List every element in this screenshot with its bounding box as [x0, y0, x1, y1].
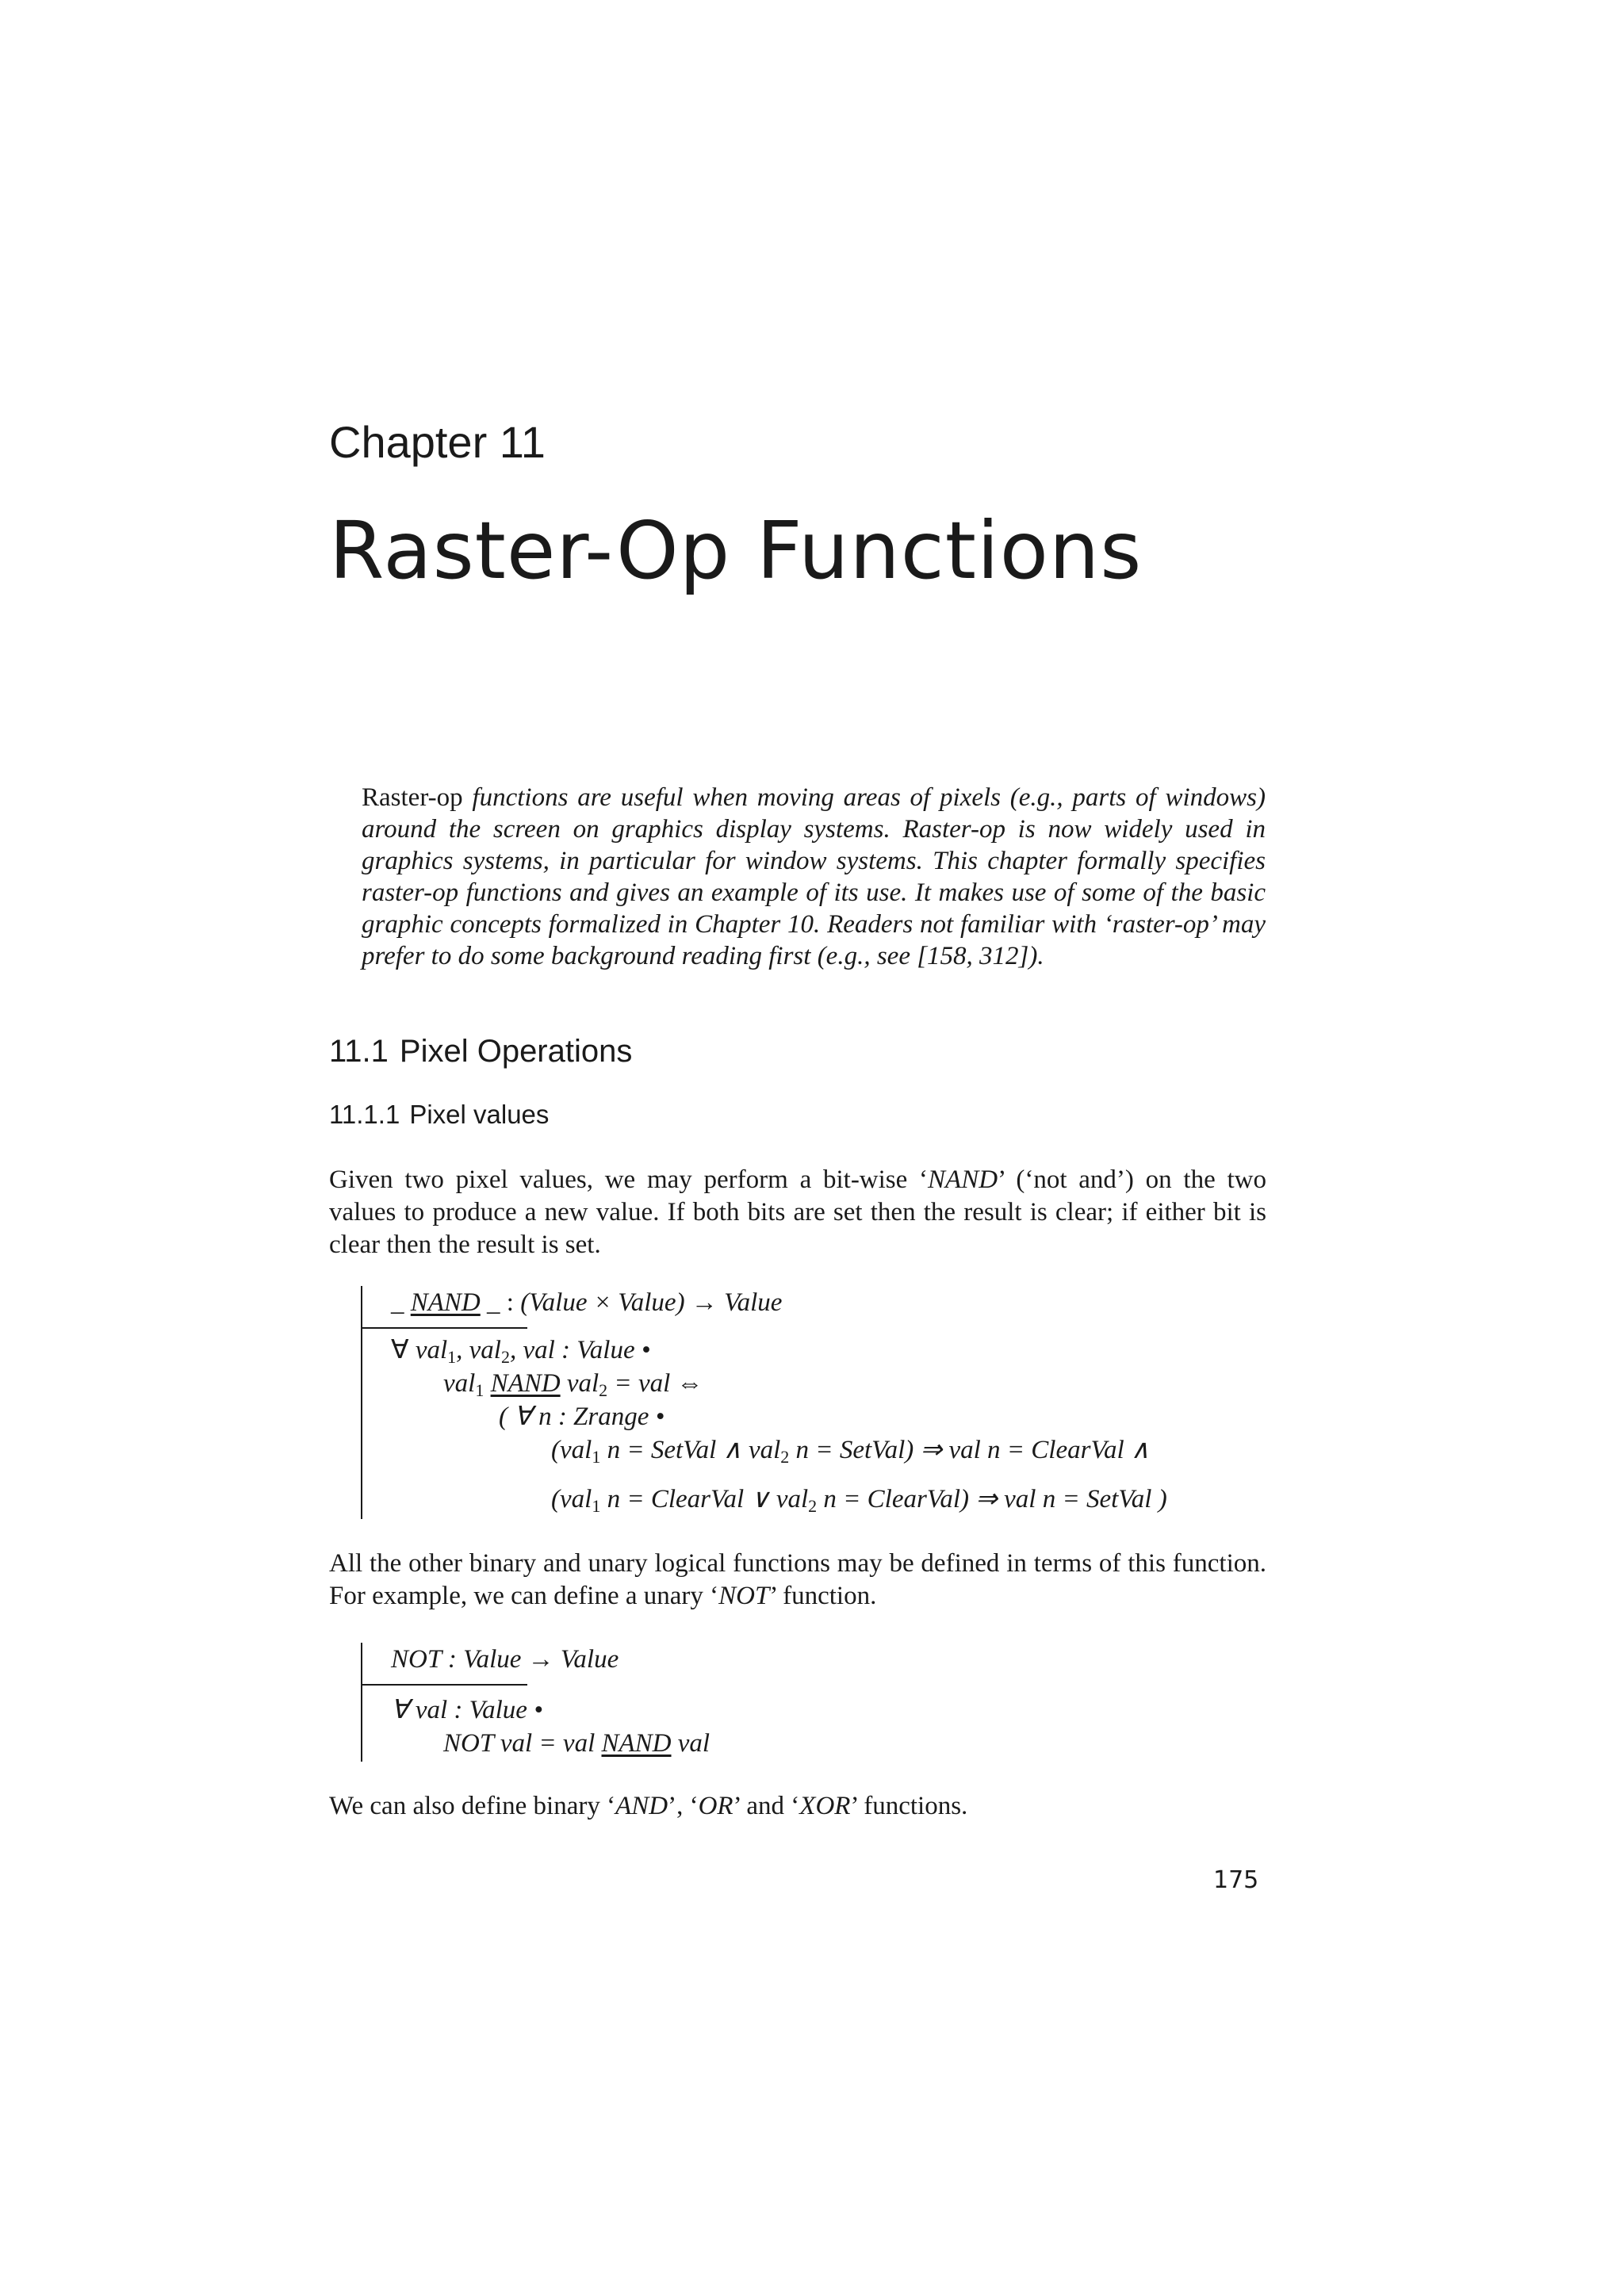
formula-part: (val	[551, 1485, 592, 1513]
paragraph-binary-functions	[329, 1790, 1266, 1823]
formula-part: val	[677, 1729, 710, 1758]
abstract-text: functions are useful when moving areas of pixels (e.g., parts of windows) around the screen on graphics display systems. Raster-op is now widely used in graphics systems, in particular for window systems. This chapter formally specifies raster-op functions and gives an example of its use. It makes use of some of the basic graphic concepts formalized in Chapter 10. Readers not familiar with ‘raster-op’ may prefer to do some background reading first (e.g., see [158, 312]).	[362, 783, 1266, 970]
paragraph-text: ’ functions.	[850, 1792, 968, 1820]
formula-part: n = SetVal) ⇒ val n = ClearVal ∧	[795, 1436, 1151, 1464]
formula-part: = val ⇔	[614, 1369, 703, 1398]
page-number: 175	[1213, 1866, 1259, 1894]
not-predicate-line-1	[391, 1693, 543, 1727]
subscript: 1	[475, 1380, 485, 1400]
formula-part: ( ∀ n : Zrange •	[499, 1402, 665, 1431]
subsection-number: 11.1.1	[329, 1100, 400, 1129]
subsection-title: Pixel values	[409, 1100, 550, 1129]
formula-part: (val	[551, 1436, 592, 1464]
nand-operator: NAND	[601, 1729, 672, 1758]
paragraph-text: ’ and ‘	[733, 1792, 800, 1820]
nand-predicate-line-5	[551, 1483, 1167, 1516]
nand-schema	[361, 1286, 1167, 1524]
subscript: 1	[447, 1347, 457, 1367]
subsection-heading	[329, 1096, 549, 1133]
formula-part: , val	[456, 1336, 501, 1364]
schema-vertical-rule	[361, 1643, 362, 1762]
paragraph-text: Given two pixel values, we may perform a bit-wise ‘	[329, 1165, 929, 1194]
subscript: 2	[780, 1447, 790, 1467]
section-heading	[329, 1029, 632, 1073]
paragraph-term: AND	[615, 1792, 668, 1820]
formula-part: n = SetVal ∧ val	[607, 1436, 781, 1464]
subscript: 1	[592, 1447, 601, 1467]
not-schema	[361, 1643, 773, 1770]
subscript: 2	[808, 1496, 818, 1516]
subscript: 1	[592, 1496, 601, 1516]
nand-predicate-line-4	[551, 1433, 1150, 1467]
schema-divider-rule	[361, 1327, 527, 1329]
paragraph-term: OR	[698, 1792, 733, 1820]
formula-part: n = ClearVal ∨ val	[607, 1485, 809, 1513]
formula-part: val	[415, 1336, 448, 1364]
paragraph-term: NAND	[928, 1165, 998, 1194]
paragraph-text: ’ (‘not and’) on the two values to produce a new value. If both bits are set then the result is clear; if either bit is clear then the result is set.	[329, 1165, 1266, 1259]
schema-divider-rule	[361, 1684, 527, 1686]
paragraph-pixel-values	[329, 1164, 1266, 1261]
not-signature	[391, 1643, 619, 1676]
nand-predicate-line-3	[499, 1400, 665, 1433]
chapter-label: Chapter 11	[329, 417, 546, 467]
formula-part: n = ClearVal) ⇒ val n = SetVal )	[823, 1485, 1167, 1513]
nand-predicate-line-2	[443, 1367, 703, 1400]
formula-part: NOT : Value → Value	[391, 1645, 619, 1674]
chapter-abstract	[362, 782, 1266, 972]
nand-predicate-line-1: ∀ val$_1$, val$_2$, val : Value •	[391, 1336, 651, 1367]
paragraph-derived-functions	[329, 1548, 1266, 1613]
subscript: 2	[599, 1380, 608, 1400]
schema-vertical-rule	[361, 1286, 362, 1519]
nand-signature: _ NAND _ : (Value × Value) → Value	[391, 1288, 783, 1317]
paragraph-text: All the other binary and unary logical functions may be defined in terms of this function. For example, we can define a unary ‘	[329, 1549, 1266, 1610]
formula-part: val	[566, 1369, 599, 1398]
abstract-lead: Raster-op	[362, 783, 463, 812]
formula-part: NOT val = val	[443, 1729, 596, 1758]
paragraph-term: NOT	[718, 1582, 770, 1610]
section-number: 11.1	[329, 1034, 389, 1069]
subscript: 2	[500, 1347, 510, 1367]
nand-signature-type: (Value × Value) → Value	[520, 1288, 783, 1317]
nand-operator: NAND	[410, 1288, 481, 1317]
not-predicate-line-2	[443, 1727, 710, 1760]
paragraph-text: ’, ‘	[668, 1792, 699, 1820]
paragraph-text: ’ function.	[769, 1582, 877, 1610]
paragraph-term: XOR	[799, 1792, 851, 1820]
formula-part: , val : Value •	[509, 1336, 651, 1364]
section-title: Pixel Operations	[399, 1034, 633, 1069]
formula-part: ∀ val : Value •	[391, 1696, 543, 1724]
nand-operator: NAND	[490, 1369, 561, 1398]
formula-part: val	[443, 1369, 476, 1398]
chapter-title: Raster-Op Functions	[329, 504, 1143, 597]
paragraph-text: We can also define binary ‘	[329, 1792, 616, 1820]
